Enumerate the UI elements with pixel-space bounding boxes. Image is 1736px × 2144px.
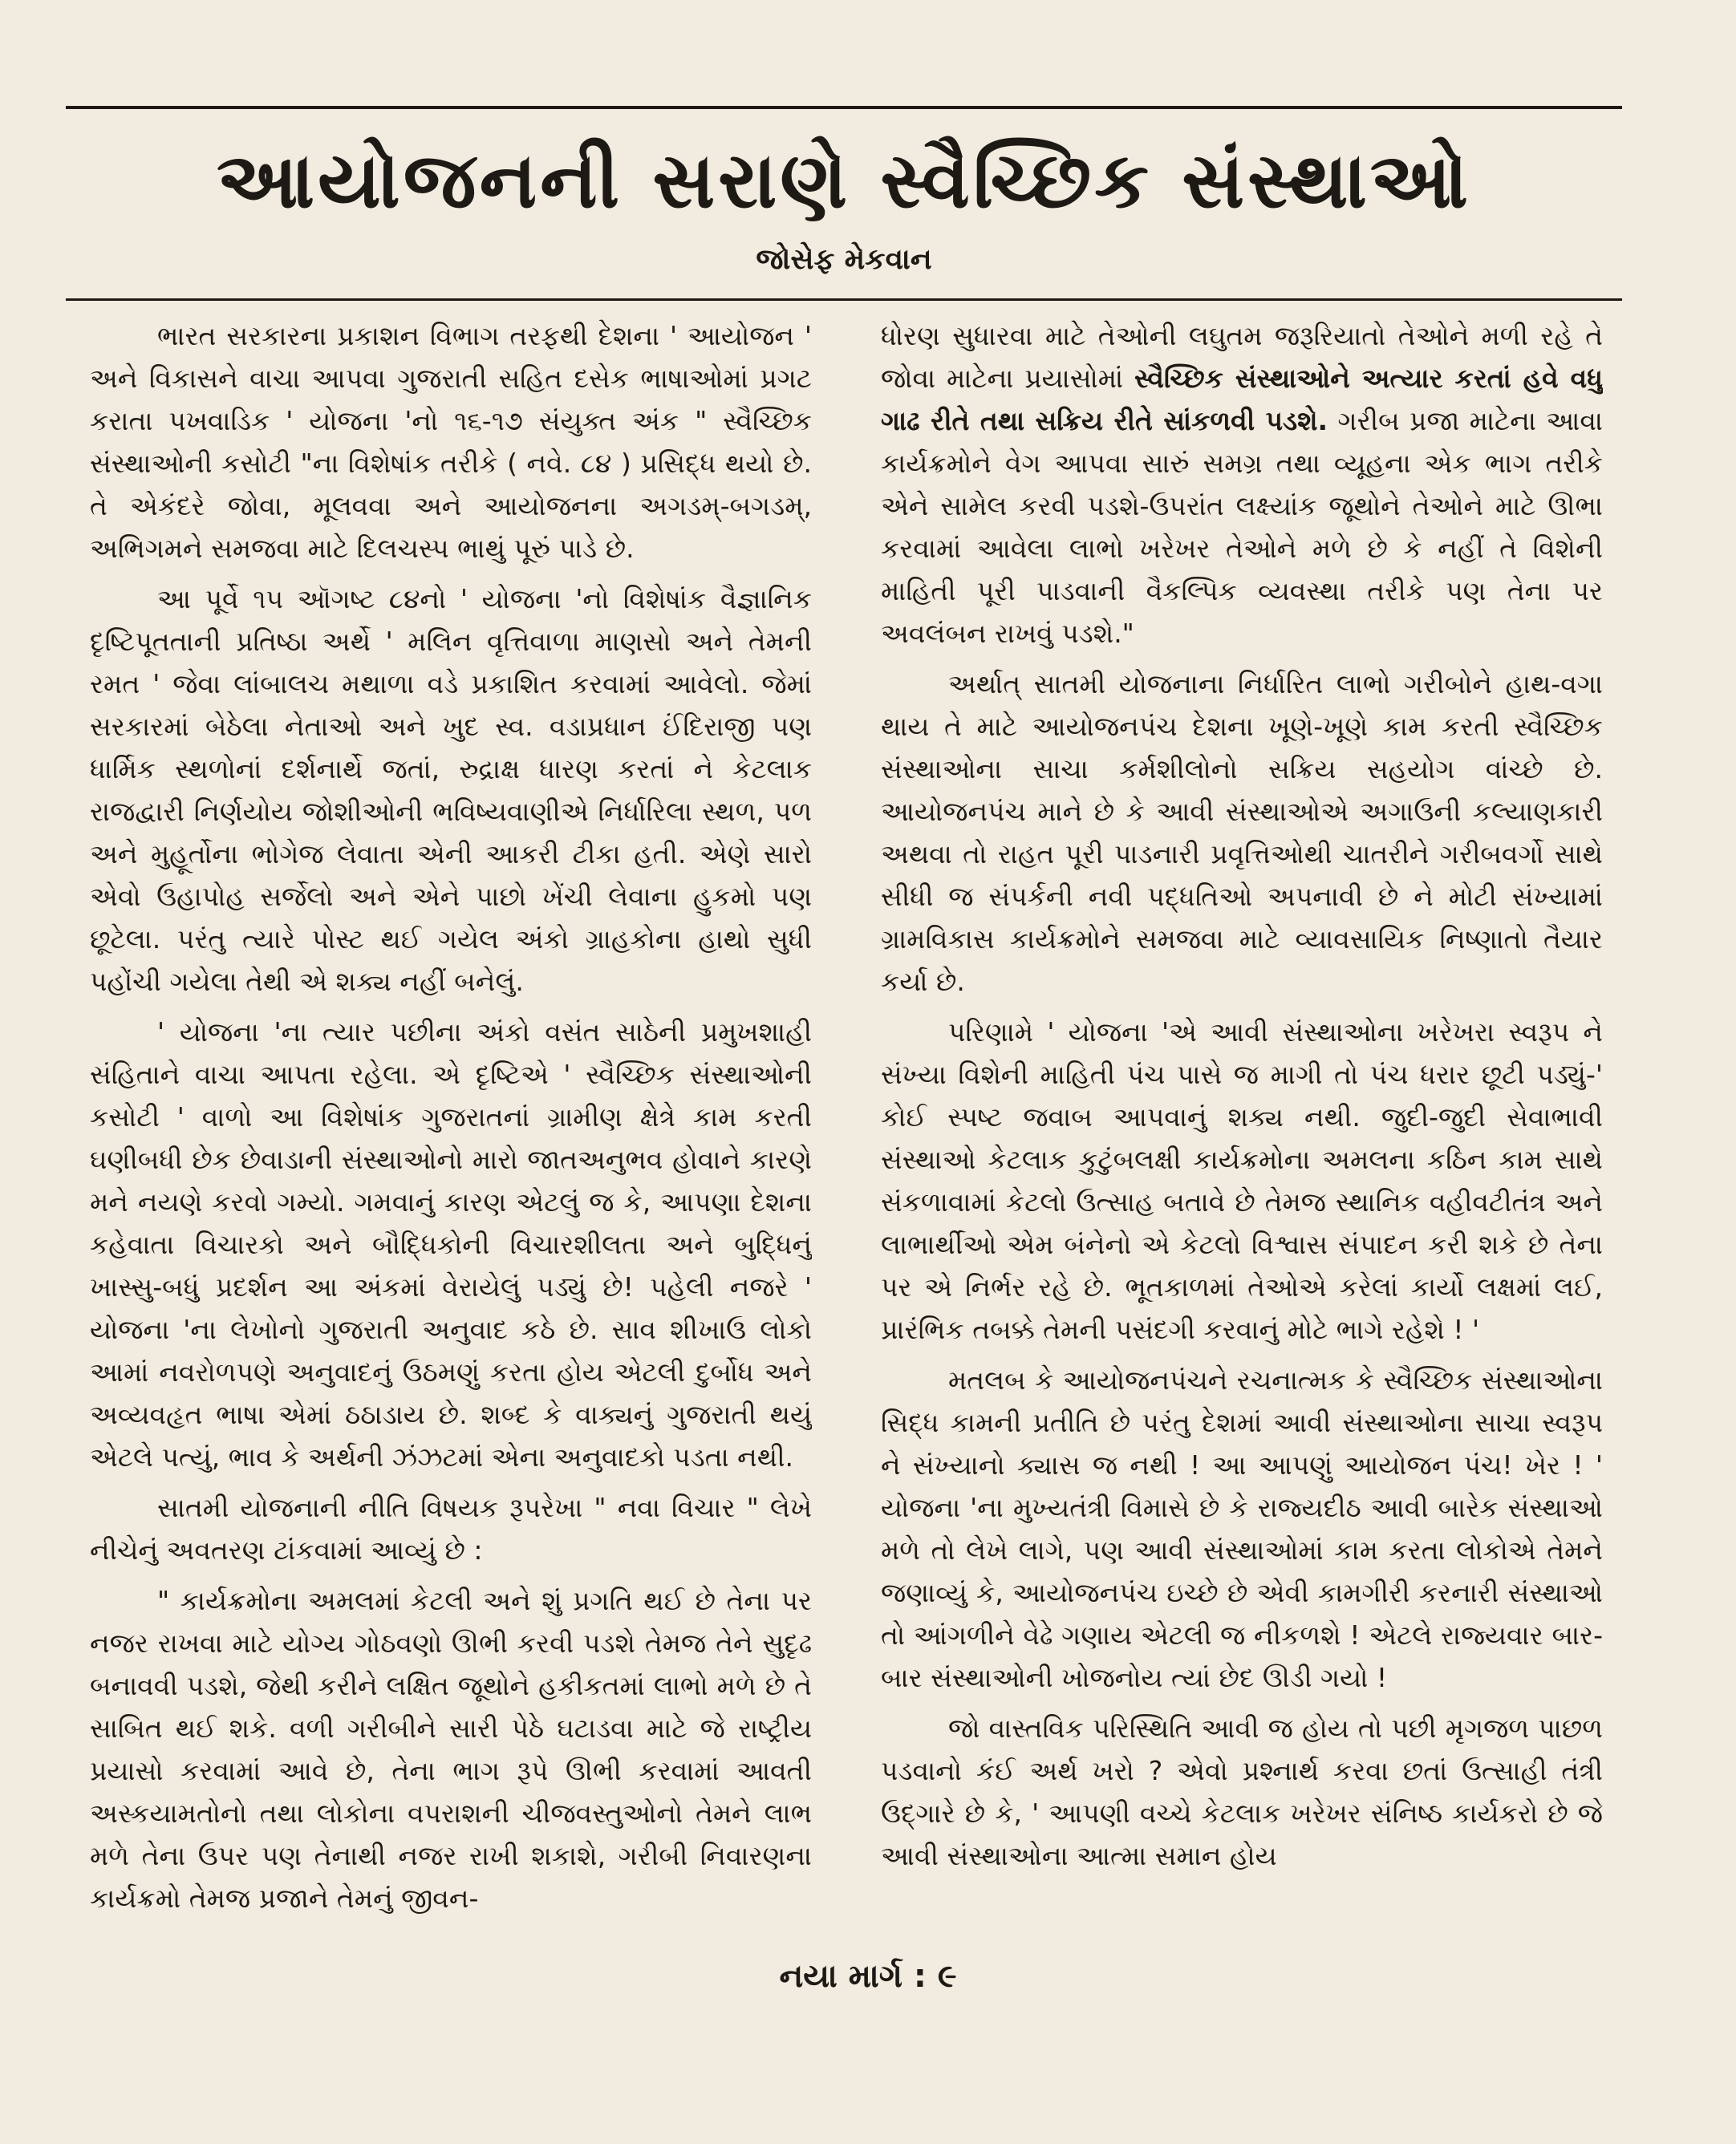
continued-text: ધોરણ સુધારવા માટે તેઓની લઘુતમ જરૂરિયાતો તેઓને મળી રહે તે જોવા માટેના પ્રયાસોમાં <box>881 320 1603 394</box>
paragraph: અર્થાત્ સાતમી યોજનાના નિર્ધારિત લાભો ગરીબોને હાથ-વગા થાય તે માટે આયોજનપંચ દેશના ખૂણે-ખૂણે કામ કરતી સ્વૈચ્છિક સંસ્થાઓના સાચા કર્મશીલોનો સક્રિય સહયોગ વાંચ્છે છે. આયોજનપંચ માને છે કે આવી સંસ્થાઓએ અગાઉની કલ્યાણકારી અથવા તો રાહત પૂરી પાડનારી પ્રવૃત્તિઓથી ચાતરીને ગરીબવર્ગો સાથે સીધી જ સંપર્કની નવી પદ્ધતિઓ અપનાવી છે ને મોટી સંખ્યામાં ગ્રામવિકાસ કાર્યક્રમોને સમજવા માટે વ્યાવસાયિક નિષ્ણાતો તૈયાર કર્યા છે. <box>881 668 1603 997</box>
continued-paragraph <box>881 314 1603 655</box>
paragraph: ' યોજના 'ના ત્યાર પછીના અંકો વસંત સાઠેની પ્રમુખશાહી સંહિતાને વાચા આપતા રહેલા. એ દૃષ્ટિએ ' સ્વૈચ્છિક સંસ્થાઓની કસોટી ' વાળો આ વિશેષાંક ગુજરાતનાં ગ્રામીણ ક્ષેત્રે કામ કરતી ઘણીબધી છેક છેવાડાની સંસ્થાઓનો મારો જાતઅનુભવ હોવાને કારણે મને નયણે કરવો ગમ્યો. ગમવાનું કારણ એટલું જ કે, આપણા દેશના કહેવાતા વિચારકો અને બૌદ્ધિકોની વિચારશીલતા અને બુદ્ધિનું ખાસ્સુ-બધું પ્રદર્શન આ અંકમાં વેરાયેલું પડ્યું છે! પહેલી નજરે ' યોજના 'ના લેખોનો ગુજરાતી અનુવાદ કઠે છે. સાવ શીખાઉ લોકો આમાં નવરોળપણે અનુવાદનું ઉઠમણું કરતા હોય એટલી દુર્બોધ અને અવ્યવહૃત ભાષા એમાં ઠઠાડાય છે. શબ્દ કે વાક્યનું ગુજરાતી થયું એટલે પત્યું, ભાવ કે અર્થની ઝંઝટમાં એના અનુવાદકો પડતા નથી. <box>90 1016 812 1473</box>
top-rule <box>66 106 1622 109</box>
right-column <box>881 314 1603 1941</box>
paragraph: જો વાસ્તવિક પરિસ્થિતિ આવી જ હોય તો પછી મૃગજળ પાછળ પડવાનો કંઈ અર્થ ખરો ? એવો પ્રશ્નાર્થ કરવા છતાં ઉત્સાહી તંત્રી ઉદ્ગારે છે કે, ' આપણી વચ્ચે કેટલાક ખરેખર સંનિષ્ઠ કાર્યકરો છે જે આવી સંસ્થાઓના આત્મા સમાન હોય <box>881 1712 1603 1871</box>
paragraph: મતલબ કે આયોજનપંચને રચનાત્મક કે સ્વૈચ્છિક સંસ્થાઓના સિદ્ધ કામની પ્રતીતિ છે પરંતુ દેશમાં આવી સંસ્થાઓના સાચા સ્વરૂપ ને સંખ્યાનો ક્યાસ જ નથી ! આ આપણું આયોજન પંચ! ખેર ! ' યોજના 'ના મુખ્યતંત્રી વિમાસે છે કે રાજ્યદીઠ આવી બારેક સંસ્થાઓ મળે તો લેખે લાગે, પણ આવી સંસ્થાઓમાં કામ કરતા લોકોએ તેમને જણાવ્યું કે, આયોજનપંચ ઇચ્છે છે એવી કામગીરી કરનારી સંસ્થાઓ તો આંગળીને વેઢે ગણાય એટલી જ નીકળશે ! એટલે રાજ્યવાર બાર-બાર સંસ્થાઓની ખોજનોય ત્યાં છેદ ઊડી ગયો ! <box>881 1364 1603 1693</box>
article-author: જોસેફ મેકવાન <box>756 243 932 276</box>
paragraph: ભારત સરકારના પ્રકાશન વિભાગ તરફથી દેશના ' આયોજન ' અને વિકાસને વાચા આપવા ગુજરાતી સહિત દસેક ભાષાઓમાં પ્રગટ કરાતા પખવાડિક ' યોજના 'નો ૧૬-૧૭ સંયુક્ત અંક " સ્વૈચ્છિક સંસ્થાઓની કસોટી "ના વિશેષાંક તરીકે ( નવે. ૮૪ ) પ્રસિદ્ધ થયો છે. તે એકંદરે જોવા, મૂલવવા અને આયોજનના અગડમ્-બગડમ્, અભિગમને સમજવા માટે દિલચસ્પ ભાથું પૂરું પાડે છે. <box>90 320 812 564</box>
page-footer: નયા માર્ગ : ૯ <box>779 1958 957 1995</box>
quoted-paragraph: " કાર્યક્રમોના અમલમાં કેટલી અને શું પ્રગતિ થઈ છે તેના પર નજર રાખવા માટે યોગ્ય ગોઠવણો ઊભી કરવી પડશે તેમજ તેને સુદૃઢ બનાવવી પડશે, જેથી કરીને લક્ષિત જૂથોને હકીકતમાં લાભો મળે છે તે સાબિત થઈ શકે. વળી ગરીબીને સારી પેઠે ઘટાડવા માટે જે રાષ્ટ્રીય પ્રયાસો કરવામાં આવે છે, તેના ભાગ રૂપે ઊભી કરવામાં આવતી અસ્કયામતોનો તથા લોકોના વપરાશની ચીજવસ્તુઓનો તેમને લાભ મળે તેના ઉપર પણ તેનાથી નજર રાખી શકાશે, ગરીબી નિવારણના કાર્યક્રમો તેમજ પ્રજાને તેમનું જીવન- <box>90 1585 812 1914</box>
paragraph: આ પૂર્વે ૧૫ ઑગષ્ટ ૮૪નો ' યોજના 'નો વિશેષાંક વૈજ્ઞાનિક દૃષ્ટિપૂતતાની પ્રતિષ્ઠા અર્થે ' મલિન વૃત્તિવાળા માણસો અને તેમની રમત ' જેવા લાંબાલચ મથાળા વડે પ્રકાશિત કરવામાં આવેલો. જેમાં સરકારમાં બેઠેલા નેતાઓ અને ખુદ સ્વ. વડાપ્રધાન ઈંદિરાજી પણ ધાર્મિક સ્થળોનાં દર્શનાર્થે જતાં, રુદ્રાક્ષ ધારણ કરતાં ને કેટલાક રાજદ્વારી નિર્ણયોય જોશીઓની ભવિષ્યવાણીએ નિર્ધારિલા સ્થળ, પળ અને મુહૂર્તોના ભોગેજ લેવાતા એની આકરી ટીકા હતી. એણે સારો એવો ઉહાપોહ સર્જેલો અને એને પાછો ખેંચી લેવાના હુકમો પણ છૂટેલા. પરંતુ ત્યારે પોસ્ટ થઈ ગયેલ અંકો ગ્રાહકોના હાથો સુધી પહોંચી ગયેલા તેથી એ શક્ય નહીં બનેલું. <box>90 583 812 997</box>
paragraph: પરિણામે ' યોજના 'એ આવી સંસ્થાઓના ખરેખરા સ્વરૂપ ને સંખ્યા વિશેની માહિતી પંચ પાસે જ માગી તો પંચ ધરાર છૂટી પડ્યું-' કોઈ સ્પષ્ટ જવાબ આપવાનું શક્ય નથી. જુદી-જુદી સેવાભાવી સંસ્થાઓ કેટલાક કુટુંબલક્ષી કાર્યક્રમોના અમલના કઠિન કામ સાથે સંકળાવામાં કેટલો ઉત્સાહ બતાવે છે તેમજ સ્થાનિક વહીવટીતંત્ર અને લાભાર્થીઓ એમ બંનેનો એ કેટલો વિશ્વાસ સંપાદન કરી શકે છે તેના પર એ નિર્ભર રહે છે. ભૂતકાળમાં તેઓએ કરેલાં કાર્યો લક્ષમાં લઈ, પ્રારંભિક તબક્કે તેમની પસંદગી કરવાનું મોટે ભાગે રહેશે ! ' <box>881 1016 1603 1345</box>
left-column <box>90 314 812 1941</box>
paragraph: સાતમી યોજનાની નીતિ વિષયક રૂપરેખા " નવા વિચાર " લેખે નીચેનું અવતરણ ટાંકવામાં આવ્યું છે : <box>90 1492 812 1566</box>
emphasized-text: સ્વૈચ્છિક સંસ્થાઓને અત્યાર કરતાં હવે વધુ ગાઢ રીતે તથા સક્રિય રીતે સાંકળવી પડશે. <box>881 363 1603 436</box>
article-title: આયોજનની સરાણે સ્વૈચ્છિક સંસ્થાઓ <box>217 136 1471 225</box>
continued-text-rest: ગરીબ પ્રજા માટેના આવા કાર્યક્રમોને વેગ આપવા સારું સમગ્ર તથા વ્યૂહના એક ભાગ તરીકે એને સામેલ કરવી પડશે-ઉપરાંત લક્ષ્યાંક જૂથોને તેઓને માટે ઊભા કરવામાં આવેલા લાભો ખરેખર તેઓને મળે છે કે નહીં તે વિશેની માહિતી પૂરી પાડવાની વૈકલ્પિક વ્યવસ્થા તરીકે પણ તેના પર અવલંબન રાખવું પડશે." <box>881 405 1603 649</box>
header-rule <box>66 298 1622 301</box>
